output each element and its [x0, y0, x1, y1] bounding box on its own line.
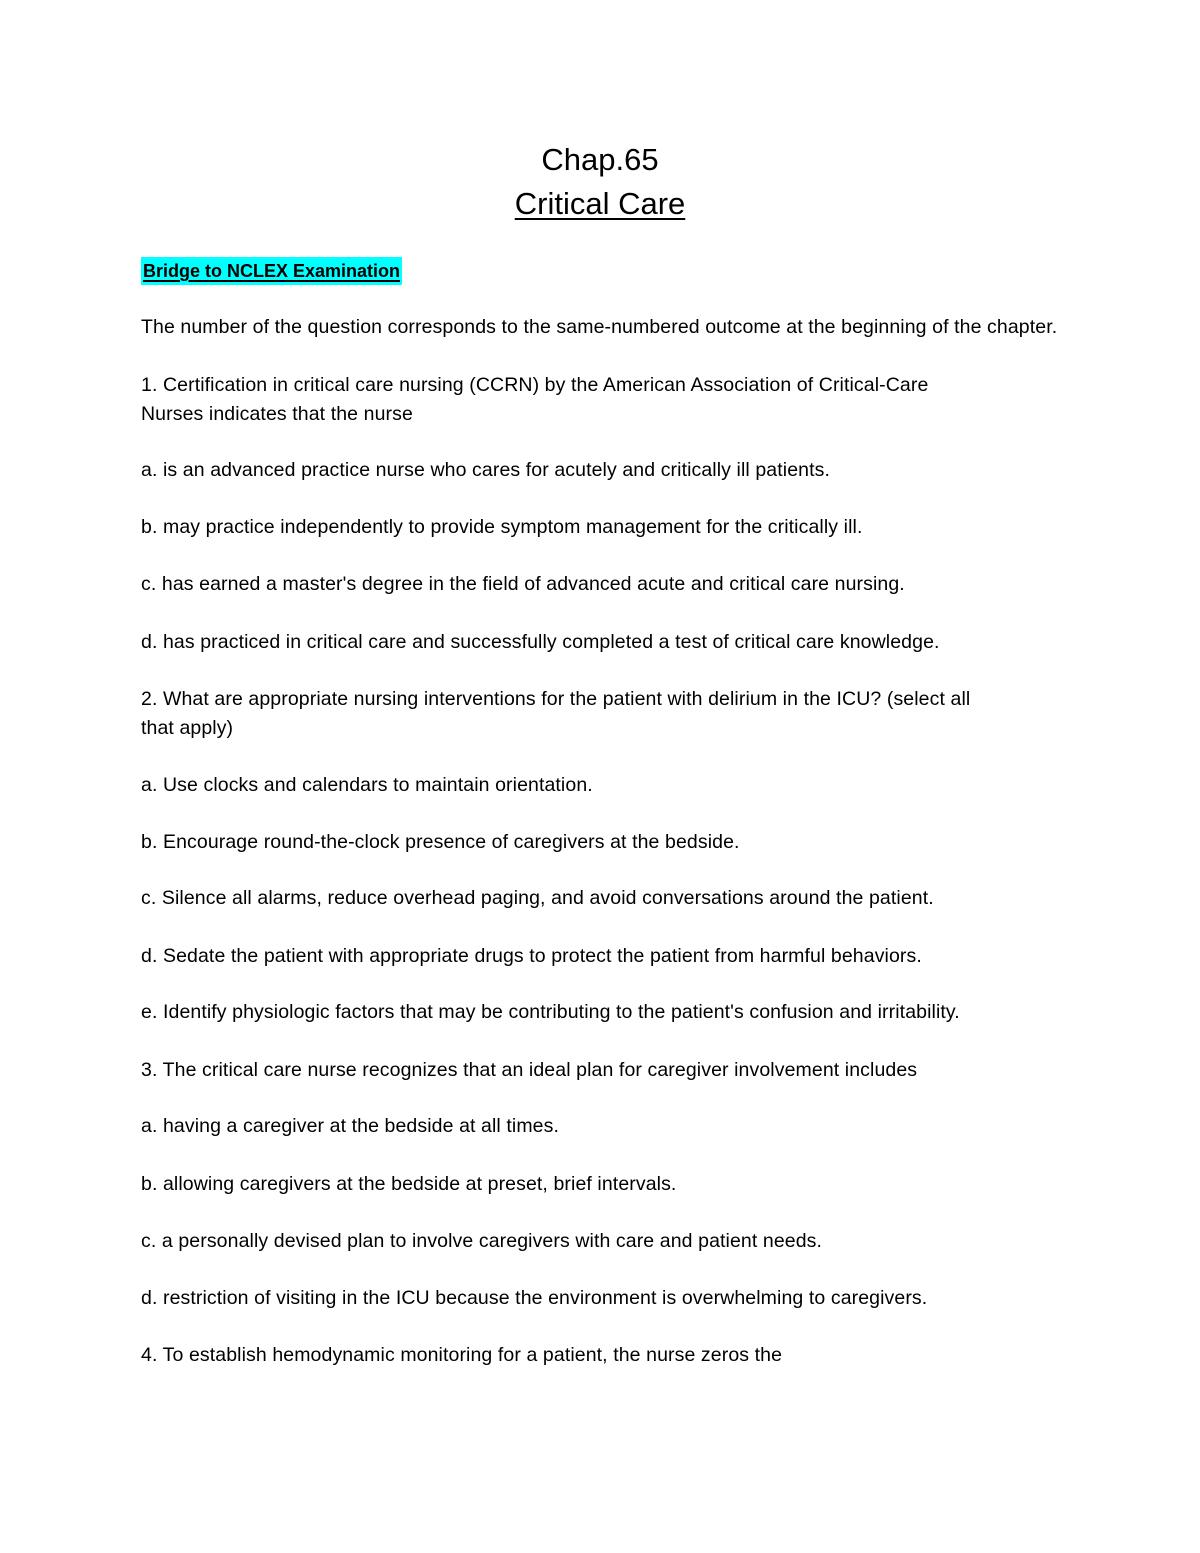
question-1-option-c: c. has earned a master's degree in the field of advanced acute and critical care nursing.	[141, 573, 905, 595]
section-heading: Bridge to NCLEX Examination	[141, 257, 402, 285]
question-3-option-a: a. having a caregiver at the bedside at all times.	[141, 1115, 559, 1137]
question-1-option-a: a. is an advanced practice nurse who cares for acutely and critically ill patients.	[141, 459, 830, 481]
question-2-stem-line-1: 2. What are appropriate nursing interventions for the patient with delirium in the ICU? (select all	[141, 688, 971, 710]
question-3-stem: 3. The critical care nurse recognizes that an ideal plan for caregiver involvement includes	[141, 1059, 918, 1081]
question-1-option-d: d. has practiced in critical care and successfully completed a test of critical care knowledge.	[141, 631, 940, 653]
question-3-option-b: b. allowing caregivers at the bedside at preset, brief intervals.	[141, 1173, 677, 1195]
question-1-option-b: b. may practice independently to provide symptom management for the critically ill.	[141, 516, 863, 538]
question-2-option-a: a. Use clocks and calendars to maintain orientation.	[141, 774, 593, 796]
question-2-option-b: b. Encourage round-the-clock presence of caregivers at the bedside.	[141, 831, 740, 853]
intro-paragraph: The number of the question corresponds to the same-numbered outcome at the beginning of the chapter.	[141, 316, 1058, 338]
question-4-stem: 4. To establish hemodynamic monitoring for a patient, the nurse zeros the	[141, 1344, 783, 1366]
question-1-stem-line-2: Nurses indicates that the nurse	[141, 403, 413, 425]
question-2-option-d: d. Sedate the patient with appropriate drugs to protect the patient from harmful behaviors.	[141, 945, 922, 967]
question-3-option-c: c. a personally devised plan to involve caregivers with care and patient needs.	[141, 1230, 823, 1252]
question-1-stem-line-1: 1. Certification in critical care nursing (CCRN) by the American Association of Critical-Care	[141, 374, 929, 396]
question-2-option-e: e. Identify physiologic factors that may be contributing to the patient's confusion and irritability.	[141, 1001, 960, 1023]
question-2-option-c: c. Silence all alarms, reduce overhead paging, and avoid conversations around the patient.	[141, 887, 934, 909]
question-3-option-d: d. restriction of visiting in the ICU because the environment is overwhelming to caregivers.	[141, 1287, 928, 1309]
question-2-stem-line-2: that apply)	[141, 717, 234, 739]
chapter-number: Chap.65	[541, 142, 659, 177]
chapter-title: Critical Care	[514, 186, 686, 221]
